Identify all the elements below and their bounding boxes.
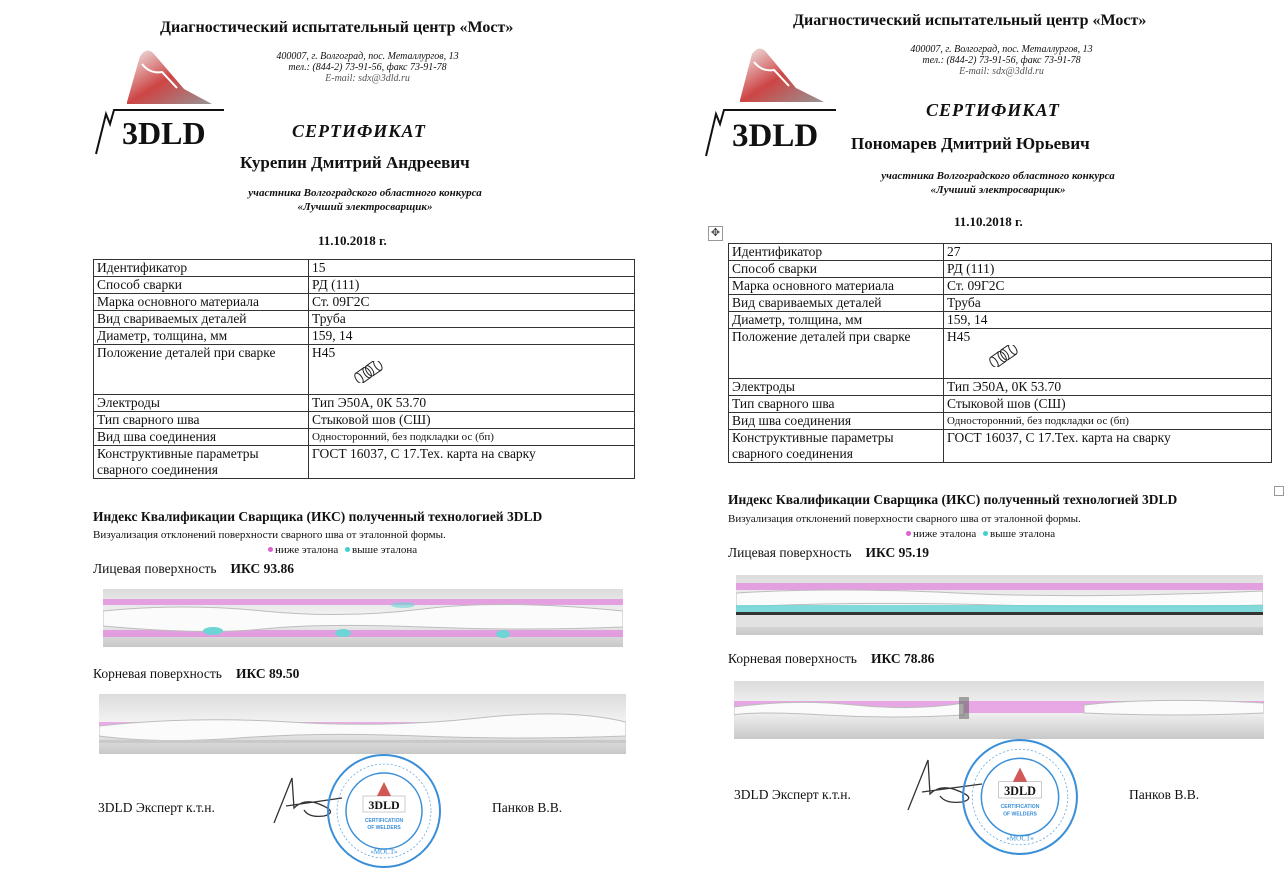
participant-text [818, 169, 1178, 197]
table-row [729, 278, 1272, 295]
row-key: Диаметр, толщина, мм [729, 312, 944, 329]
table-row [94, 277, 635, 294]
face-iks: ИКС 93.86 [230, 561, 294, 576]
address-block [884, 44, 1119, 77]
row-value: Труба [309, 311, 635, 328]
row-key: Положение деталей при сварке [729, 329, 944, 379]
3dld-logo [92, 44, 232, 160]
face-iks: ИКС 95.19 [865, 545, 929, 560]
row-value: Односторонний, без подкладки ос (бп) [944, 413, 1272, 430]
row-value: Стыковой шов (СШ) [944, 396, 1272, 413]
row-value: Ст. 09Г2С [309, 294, 635, 311]
table-row [94, 294, 635, 311]
row-key: Тип сварного шва [94, 412, 309, 429]
center-name: Диагностический испытательный центр «Мост» [160, 19, 514, 36]
root-iks: ИКС 89.50 [235, 666, 300, 681]
row-value: 15 [309, 260, 635, 277]
legend-above: выше эталона [352, 544, 418, 556]
table-row [729, 261, 1272, 278]
row-value: 27 [944, 244, 1272, 261]
table-row [729, 244, 1272, 261]
table-row [94, 412, 635, 429]
info-table [728, 243, 1272, 463]
root-surface-label [728, 651, 934, 667]
root-weld-scan [99, 694, 626, 754]
certificate-title: СЕРТИФИКАТ [292, 121, 426, 141]
legend-below: ниже эталона [275, 544, 339, 556]
row-value: РД (111) [309, 277, 635, 294]
row-key: Конструктивные параметры сварного соединения [729, 430, 944, 463]
root-label: Корневая поверхность [93, 666, 222, 681]
table-row [729, 312, 1272, 329]
seal-sub1: CERTIFICATION [364, 818, 404, 824]
row-key: Вид шва соединения [94, 429, 309, 446]
table-row [729, 430, 1272, 463]
face-weld-scan [103, 589, 623, 647]
participant-line: участника Волгоградского областного конкурса [248, 187, 482, 199]
move-cross-icon[interactable]: ✥ [708, 226, 723, 241]
table-row [94, 260, 635, 277]
participant-text [185, 186, 545, 214]
row-key: Электроды [94, 395, 309, 412]
visualization-note: Визуализация отклонений поверхности сварного шва от эталонной формы. [728, 513, 1081, 525]
logo-text: 3DLD [732, 118, 819, 154]
table-row [94, 395, 635, 412]
face-label: Лицевая поверхность [93, 561, 217, 576]
row-value: 159, 14 [309, 328, 635, 345]
iks-heading: Индекс Квалификации Сварщика (ИКС) полученный технологией 3DLD [728, 492, 1178, 507]
signer-name: Панков В.В. [1129, 787, 1200, 802]
below-dot-icon [906, 531, 911, 536]
row-key: Диаметр, толщина, мм [94, 328, 309, 345]
seal-bottom: «МОСТ» [1006, 834, 1034, 843]
root-surface-label [93, 666, 299, 682]
row-key: Идентификатор [729, 244, 944, 261]
row-value: Стыковой шов (СШ) [309, 412, 635, 429]
person-name: Курепин Дмитрий Андреевич [240, 153, 470, 172]
table-row [94, 429, 635, 446]
row-key: Способ сварки [94, 277, 309, 294]
row-key: Вид шва соединения [729, 413, 944, 430]
above-dot-icon [983, 531, 988, 536]
3dld-logo [702, 40, 842, 162]
row-value-cell [309, 345, 635, 395]
row-key: Тип сварного шва [729, 396, 944, 413]
row-value: Труба [944, 295, 1272, 312]
row-key: Идентификатор [94, 260, 309, 277]
iks-heading: Индекс Квалификации Сварщика (ИКС) полученный технологией 3DLD [93, 509, 543, 524]
certification-seal [960, 737, 1080, 861]
expert-label: 3DLD Эксперт к.т.н. [734, 787, 851, 802]
row-value: Н45 [947, 329, 971, 344]
contest-name: «Лучший электросварщик» [930, 184, 1066, 196]
expert-label: 3DLD Эксперт к.т.н. [98, 800, 215, 815]
phone-line: тел.: (844-2) 73-91-56, факс 73-91-78 [922, 55, 1081, 66]
table-row [94, 328, 635, 345]
seal-sub2: OF WELDERS [1003, 811, 1037, 818]
row-value: РД (111) [944, 261, 1272, 278]
seal-bottom: «МОСТ» [370, 848, 398, 856]
logo-text: 3DLD [122, 115, 206, 151]
date: 11.10.2018 г. [954, 214, 1023, 229]
seal-sub1: CERTIFICATION [1000, 804, 1040, 811]
row-value: Н45 [312, 345, 336, 360]
face-weld-scan [736, 575, 1263, 635]
row-value-cell [944, 329, 1272, 379]
face-label: Лицевая поверхность [728, 545, 852, 560]
address-line: 400007, г. Волгоград, пос. Металлургов, 13 [910, 44, 1093, 55]
visualization-note: Визуализация отклонений поверхности сварного шва от эталонной формы. [93, 529, 446, 541]
table-row [729, 295, 1272, 312]
row-value: Тип Э50А, 0К 53.70 [309, 395, 635, 412]
address-block [250, 51, 485, 84]
signer-name: Панков В.В. [492, 800, 563, 815]
row-value: ГОСТ 16037, С 17.Тех. карта на сварку [309, 446, 635, 479]
row-key: Способ сварки [729, 261, 944, 278]
face-surface-label [93, 561, 294, 577]
email-line: E-mail: sdx@3dld.ru [959, 66, 1044, 77]
row-value: Тип Э50А, 0К 53.70 [944, 379, 1272, 396]
phone-line: тел.: (844-2) 73-91-56, факс 73-91-78 [288, 62, 447, 73]
legend [268, 544, 417, 556]
table-row [729, 329, 1272, 379]
face-surface-label [728, 545, 929, 561]
row-key: Вид свариваемых деталей [94, 311, 309, 328]
row-value: 159, 14 [944, 312, 1272, 329]
address-line: 400007, г. Волгоград, пос. Металлургов, 13 [276, 51, 459, 62]
seal-logo: 3DLD [368, 798, 400, 812]
participant-line: участника Волгоградского областного конкурса [881, 170, 1115, 182]
row-key: Положение деталей при сварке [94, 345, 309, 395]
table-row [94, 311, 635, 328]
seal-logo: 3DLD [1004, 783, 1036, 798]
row-key: Марка основного материала [729, 278, 944, 295]
root-iks: ИКС 78.86 [870, 651, 935, 666]
below-dot-icon [268, 547, 273, 552]
certification-seal [325, 752, 443, 874]
certificate-right [650, 0, 1286, 870]
root-label: Корневая поверхность [728, 651, 857, 666]
contest-name: «Лучший электросварщик» [297, 201, 433, 213]
row-key: Конструктивные параметры сварного соединения [94, 446, 309, 479]
row-key: Марка основного материала [94, 294, 309, 311]
root-weld-scan [734, 681, 1264, 739]
row-value: Односторонний, без подкладки ос (бп) [309, 429, 635, 446]
date: 11.10.2018 г. [318, 233, 387, 248]
row-key: Электроды [729, 379, 944, 396]
pipe-position-icon [983, 345, 1023, 371]
pipe-position-icon [348, 361, 388, 387]
table-row [94, 446, 635, 479]
info-table [93, 259, 635, 479]
table-resize-handle[interactable] [1274, 486, 1284, 496]
row-value: Ст. 09Г2С [944, 278, 1272, 295]
row-key: Вид свариваемых деталей [729, 295, 944, 312]
row-value: ГОСТ 16037, С 17.Тех. карта на сварку [944, 430, 1272, 463]
legend [906, 528, 1055, 540]
seal-sub2: OF WELDERS [367, 825, 401, 831]
above-dot-icon [345, 547, 350, 552]
certificate-title: СЕРТИФИКАТ [926, 100, 1060, 120]
table-row [94, 345, 635, 395]
legend-above: выше эталона [990, 528, 1056, 540]
person-name: Пономарев Дмитрий Юрьевич [851, 134, 1090, 153]
table-row [729, 396, 1272, 413]
table-row [729, 379, 1272, 396]
email-line: E-mail: sdx@3dld.ru [325, 73, 410, 84]
legend-below: ниже эталона [913, 528, 977, 540]
center-name: Диагностический испытательный центр «Мост» [793, 12, 1147, 29]
table-row [729, 413, 1272, 430]
